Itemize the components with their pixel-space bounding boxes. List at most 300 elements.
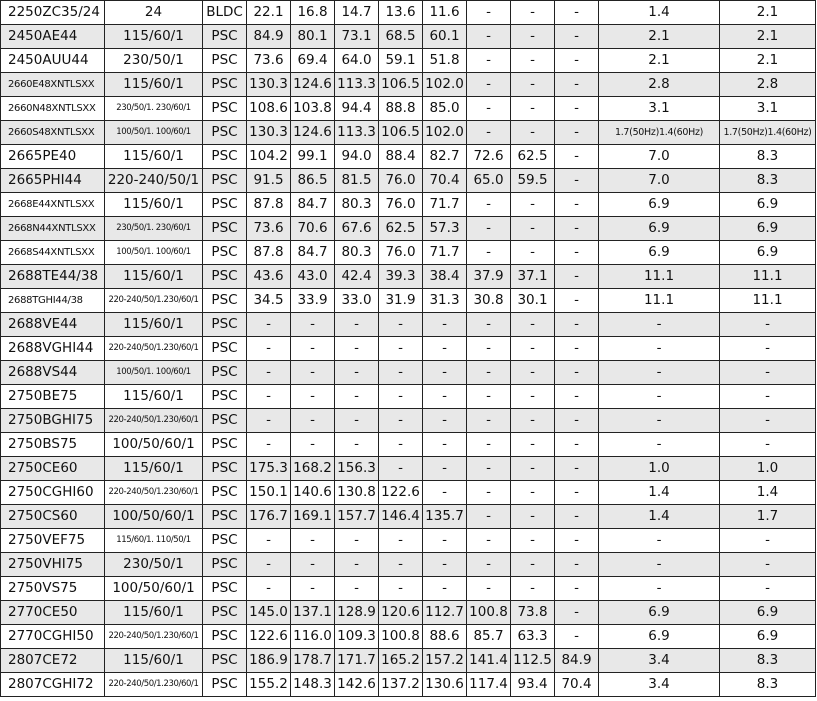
cell-val-2: 168.2: [291, 457, 335, 481]
cell-val-7: -: [511, 361, 555, 385]
cell-model: 2660E48XNTLSXX: [1, 73, 105, 97]
cell-model: 2750CE60: [1, 457, 105, 481]
table-row: [1, 1, 816, 25]
cell-val-6: -: [467, 385, 511, 409]
cell-voltage: 115/60/1: [105, 25, 203, 49]
table-row: [1, 49, 816, 73]
table-row: [1, 577, 816, 601]
cell-val-6: -: [467, 313, 511, 337]
cell-val-10: 6.9: [720, 625, 816, 649]
cell-val-3: -: [335, 385, 379, 409]
cell-val-1: 155.2: [247, 673, 291, 697]
cell-val-1: 43.6: [247, 265, 291, 289]
cell-val-1: -: [247, 385, 291, 409]
cell-val-10: -: [720, 577, 816, 601]
cell-val-9: 1.7(50Hz)1.4(60Hz): [599, 121, 720, 145]
cell-voltage: 220-240/50/1: [105, 169, 203, 193]
cell-val-6: -: [467, 481, 511, 505]
table-row: [1, 601, 816, 625]
cell-motor-type: PSC: [203, 553, 247, 577]
cell-val-5: -: [423, 433, 467, 457]
cell-val-6: 37.9: [467, 265, 511, 289]
cell-model: 2807CGHI72: [1, 673, 105, 697]
cell-val-3: -: [335, 553, 379, 577]
cell-val-8: -: [555, 337, 599, 361]
cell-val-10: 8.3: [720, 673, 816, 697]
cell-val-4: 106.5: [379, 73, 423, 97]
cell-val-1: -: [247, 553, 291, 577]
cell-motor-type: PSC: [203, 217, 247, 241]
cell-motor-type: PSC: [203, 505, 247, 529]
cell-val-5: 60.1: [423, 25, 467, 49]
cell-val-5: -: [423, 529, 467, 553]
cell-val-1: -: [247, 577, 291, 601]
cell-val-8: -: [555, 25, 599, 49]
cell-val-5: -: [423, 337, 467, 361]
cell-model: 2665PHI44: [1, 169, 105, 193]
cell-val-4: -: [379, 385, 423, 409]
cell-val-5: 130.6: [423, 673, 467, 697]
cell-motor-type: PSC: [203, 265, 247, 289]
cell-val-2: 137.1: [291, 601, 335, 625]
cell-val-2: 84.7: [291, 193, 335, 217]
cell-voltage: 115/60/1: [105, 313, 203, 337]
cell-val-9: -: [599, 433, 720, 457]
cell-model: 2750CS60: [1, 505, 105, 529]
cell-val-7: -: [511, 25, 555, 49]
cell-motor-type: PSC: [203, 481, 247, 505]
cell-val-8: 84.9: [555, 649, 599, 673]
cell-val-9: 7.0: [599, 145, 720, 169]
cell-val-3: 109.3: [335, 625, 379, 649]
cell-val-10: 2.1: [720, 49, 816, 73]
cell-val-9: -: [599, 409, 720, 433]
cell-val-7: -: [511, 73, 555, 97]
cell-val-6: 72.6: [467, 145, 511, 169]
cell-val-8: -: [555, 49, 599, 73]
cell-val-6: -: [467, 49, 511, 73]
cell-val-4: 68.5: [379, 25, 423, 49]
cell-motor-type: PSC: [203, 337, 247, 361]
cell-val-6: -: [467, 577, 511, 601]
table-row: [1, 289, 816, 313]
cell-val-9: 6.9: [599, 241, 720, 265]
cell-val-5: -: [423, 385, 467, 409]
cell-val-3: -: [335, 529, 379, 553]
cell-val-7: 93.4: [511, 673, 555, 697]
cell-motor-type: PSC: [203, 457, 247, 481]
cell-val-1: -: [247, 433, 291, 457]
cell-val-6: -: [467, 73, 511, 97]
cell-val-9: 3.4: [599, 673, 720, 697]
cell-voltage: 100/50/1. 100/60/1: [105, 121, 203, 145]
cell-val-1: 91.5: [247, 169, 291, 193]
table-row: [1, 409, 816, 433]
cell-model: 2668E44XNTLSXX: [1, 193, 105, 217]
cell-model: 2750BS75: [1, 433, 105, 457]
cell-val-2: -: [291, 577, 335, 601]
cell-val-2: -: [291, 553, 335, 577]
cell-motor-type: BLDC: [203, 1, 247, 25]
cell-voltage: 100/50/1. 100/60/1: [105, 361, 203, 385]
cell-voltage: 115/60/1: [105, 145, 203, 169]
cell-val-2: -: [291, 433, 335, 457]
cell-val-2: 103.8: [291, 97, 335, 121]
cell-val-8: -: [555, 577, 599, 601]
cell-val-1: 108.6: [247, 97, 291, 121]
cell-val-9: -: [599, 337, 720, 361]
cell-val-3: 113.3: [335, 121, 379, 145]
cell-motor-type: PSC: [203, 169, 247, 193]
cell-val-3: -: [335, 409, 379, 433]
cell-val-9: -: [599, 361, 720, 385]
cell-val-5: 82.7: [423, 145, 467, 169]
cell-model: 2770CGHI50: [1, 625, 105, 649]
cell-val-7: 30.1: [511, 289, 555, 313]
cell-val-4: 137.2: [379, 673, 423, 697]
cell-model: 2688TE44/38: [1, 265, 105, 289]
cell-val-9: -: [599, 385, 720, 409]
cell-val-4: 13.6: [379, 1, 423, 25]
cell-motor-type: PSC: [203, 577, 247, 601]
cell-model: 2750BGHI75: [1, 409, 105, 433]
cell-val-1: 145.0: [247, 601, 291, 625]
cell-model: 2688VS44: [1, 361, 105, 385]
cell-val-6: -: [467, 121, 511, 145]
cell-motor-type: PSC: [203, 385, 247, 409]
cell-motor-type: PSC: [203, 625, 247, 649]
cell-val-5: -: [423, 481, 467, 505]
cell-val-6: -: [467, 25, 511, 49]
cell-val-4: 88.8: [379, 97, 423, 121]
table-row: [1, 361, 816, 385]
cell-val-8: -: [555, 217, 599, 241]
cell-val-7: -: [511, 217, 555, 241]
cell-val-9: 6.9: [599, 601, 720, 625]
cell-val-7: 112.5: [511, 649, 555, 673]
cell-val-8: 70.4: [555, 673, 599, 697]
cell-val-6: -: [467, 553, 511, 577]
cell-val-3: 80.3: [335, 193, 379, 217]
cell-val-1: 130.3: [247, 73, 291, 97]
cell-val-10: 8.3: [720, 169, 816, 193]
cell-val-7: -: [511, 313, 555, 337]
cell-val-10: 1.0: [720, 457, 816, 481]
cell-val-1: 22.1: [247, 1, 291, 25]
cell-val-7: -: [511, 193, 555, 217]
cell-val-8: -: [555, 313, 599, 337]
cell-val-8: -: [555, 169, 599, 193]
cell-voltage: 115/60/1: [105, 385, 203, 409]
cell-val-6: 117.4: [467, 673, 511, 697]
cell-val-9: 1.4: [599, 1, 720, 25]
cell-val-4: -: [379, 529, 423, 553]
cell-val-10: -: [720, 433, 816, 457]
cell-val-8: -: [555, 433, 599, 457]
cell-val-1: -: [247, 529, 291, 553]
cell-val-10: 11.1: [720, 289, 816, 313]
cell-val-3: 80.3: [335, 241, 379, 265]
cell-motor-type: PSC: [203, 97, 247, 121]
cell-motor-type: PSC: [203, 409, 247, 433]
cell-motor-type: PSC: [203, 145, 247, 169]
cell-val-7: -: [511, 481, 555, 505]
cell-val-10: -: [720, 529, 816, 553]
cell-val-8: -: [555, 241, 599, 265]
cell-model: 2750VS75: [1, 577, 105, 601]
cell-val-8: -: [555, 145, 599, 169]
cell-val-6: 30.8: [467, 289, 511, 313]
cell-val-2: -: [291, 529, 335, 553]
cell-motor-type: PSC: [203, 433, 247, 457]
cell-val-2: 140.6: [291, 481, 335, 505]
cell-val-8: -: [555, 625, 599, 649]
cell-val-5: 31.3: [423, 289, 467, 313]
table-row: [1, 313, 816, 337]
cell-val-3: 94.4: [335, 97, 379, 121]
cell-model: 2660N48XNTLSXX: [1, 97, 105, 121]
cell-model: 2668N44XNTLSXX: [1, 217, 105, 241]
cell-val-6: -: [467, 433, 511, 457]
cell-voltage: 115/60/1: [105, 601, 203, 625]
cell-motor-type: PSC: [203, 49, 247, 73]
cell-val-5: 57.3: [423, 217, 467, 241]
cell-val-9: 6.9: [599, 625, 720, 649]
cell-val-8: -: [555, 529, 599, 553]
cell-val-9: 6.9: [599, 217, 720, 241]
cell-val-2: 124.6: [291, 73, 335, 97]
cell-val-4: -: [379, 409, 423, 433]
cell-val-4: 88.4: [379, 145, 423, 169]
cell-val-6: -: [467, 97, 511, 121]
cell-val-5: -: [423, 457, 467, 481]
table-row: [1, 169, 816, 193]
cell-val-9: -: [599, 313, 720, 337]
cell-val-3: -: [335, 361, 379, 385]
cell-val-10: 6.9: [720, 193, 816, 217]
cell-val-4: 39.3: [379, 265, 423, 289]
cell-val-5: 85.0: [423, 97, 467, 121]
cell-val-7: -: [511, 385, 555, 409]
cell-val-4: -: [379, 337, 423, 361]
cell-val-2: 80.1: [291, 25, 335, 49]
cell-val-4: 76.0: [379, 193, 423, 217]
cell-val-10: 6.9: [720, 217, 816, 241]
cell-val-5: 70.4: [423, 169, 467, 193]
cell-val-2: 169.1: [291, 505, 335, 529]
cell-val-2: 116.0: [291, 625, 335, 649]
cell-val-4: 100.8: [379, 625, 423, 649]
cell-val-2: 99.1: [291, 145, 335, 169]
cell-val-4: 120.6: [379, 601, 423, 625]
cell-val-3: 67.6: [335, 217, 379, 241]
cell-voltage: 230/50/1. 230/60/1: [105, 217, 203, 241]
cell-val-10: -: [720, 409, 816, 433]
cell-val-1: 84.9: [247, 25, 291, 49]
cell-val-10: 1.7(50Hz)1.4(60Hz): [720, 121, 816, 145]
table-row: [1, 73, 816, 97]
table-row: [1, 97, 816, 121]
cell-model: 2750VEF75: [1, 529, 105, 553]
cell-voltage: 100/50/60/1: [105, 505, 203, 529]
cell-voltage: 230/50/1: [105, 49, 203, 73]
cell-voltage: 115/60/1: [105, 73, 203, 97]
cell-val-1: -: [247, 361, 291, 385]
cell-val-3: -: [335, 577, 379, 601]
cell-val-5: -: [423, 553, 467, 577]
cell-voltage: 230/50/1: [105, 553, 203, 577]
table-row: [1, 553, 816, 577]
cell-val-8: -: [555, 601, 599, 625]
table-row: [1, 529, 816, 553]
cell-val-3: 64.0: [335, 49, 379, 73]
cell-val-4: -: [379, 553, 423, 577]
cell-val-3: 156.3: [335, 457, 379, 481]
cell-val-9: -: [599, 553, 720, 577]
cell-val-4: 62.5: [379, 217, 423, 241]
cell-val-2: -: [291, 409, 335, 433]
cell-voltage: 100/50/1. 100/60/1: [105, 241, 203, 265]
cell-val-9: 6.9: [599, 193, 720, 217]
cell-val-3: 33.0: [335, 289, 379, 313]
cell-val-7: 73.8: [511, 601, 555, 625]
cell-val-1: 87.8: [247, 241, 291, 265]
cell-motor-type: PSC: [203, 289, 247, 313]
cell-val-1: 87.8: [247, 193, 291, 217]
cell-val-6: -: [467, 241, 511, 265]
cell-val-9: 7.0: [599, 169, 720, 193]
cell-voltage: 115/60/1: [105, 193, 203, 217]
cell-val-4: -: [379, 313, 423, 337]
cell-model: 2750VHI75: [1, 553, 105, 577]
cell-val-7: -: [511, 1, 555, 25]
cell-val-8: -: [555, 385, 599, 409]
cell-motor-type: PSC: [203, 649, 247, 673]
cell-val-7: 63.3: [511, 625, 555, 649]
cell-val-10: -: [720, 313, 816, 337]
cell-val-10: 1.7: [720, 505, 816, 529]
cell-val-9: 1.4: [599, 505, 720, 529]
cell-val-3: -: [335, 337, 379, 361]
cell-val-6: 100.8: [467, 601, 511, 625]
cell-val-10: 6.9: [720, 601, 816, 625]
cell-motor-type: PSC: [203, 25, 247, 49]
cell-motor-type: PSC: [203, 529, 247, 553]
cell-val-2: 148.3: [291, 673, 335, 697]
cell-val-4: 59.1: [379, 49, 423, 73]
cell-val-7: -: [511, 553, 555, 577]
cell-val-3: 171.7: [335, 649, 379, 673]
cell-model: 2688VGHI44: [1, 337, 105, 361]
table-row: [1, 145, 816, 169]
cell-voltage: 24: [105, 1, 203, 25]
cell-val-5: 51.8: [423, 49, 467, 73]
cell-val-4: 31.9: [379, 289, 423, 313]
cell-val-6: -: [467, 217, 511, 241]
cell-val-3: 42.4: [335, 265, 379, 289]
cell-val-10: 3.1: [720, 97, 816, 121]
cell-val-2: -: [291, 385, 335, 409]
cell-val-6: -: [467, 529, 511, 553]
cell-motor-type: PSC: [203, 241, 247, 265]
cell-motor-type: PSC: [203, 121, 247, 145]
cell-val-3: 113.3: [335, 73, 379, 97]
cell-val-6: -: [467, 505, 511, 529]
cell-voltage: 220-240/50/1.230/60/1: [105, 673, 203, 697]
cell-val-4: 146.4: [379, 505, 423, 529]
cell-val-6: -: [467, 1, 511, 25]
cell-val-10: -: [720, 385, 816, 409]
cell-val-5: 11.6: [423, 1, 467, 25]
cell-val-3: 142.6: [335, 673, 379, 697]
cell-val-8: -: [555, 193, 599, 217]
cell-val-2: 84.7: [291, 241, 335, 265]
table-row: [1, 265, 816, 289]
cell-val-5: -: [423, 409, 467, 433]
cell-val-10: 1.4: [720, 481, 816, 505]
cell-val-6: -: [467, 337, 511, 361]
table-body: [1, 1, 816, 697]
cell-val-8: -: [555, 505, 599, 529]
cell-motor-type: PSC: [203, 313, 247, 337]
cell-val-7: -: [511, 337, 555, 361]
cell-val-8: -: [555, 409, 599, 433]
cell-val-1: 122.6: [247, 625, 291, 649]
cell-val-9: 3.1: [599, 97, 720, 121]
cell-val-5: 102.0: [423, 73, 467, 97]
cell-val-3: -: [335, 313, 379, 337]
cell-val-5: 112.7: [423, 601, 467, 625]
cell-val-6: 85.7: [467, 625, 511, 649]
cell-val-6: -: [467, 193, 511, 217]
cell-val-1: -: [247, 337, 291, 361]
cell-val-2: -: [291, 313, 335, 337]
cell-model: 2770CE50: [1, 601, 105, 625]
cell-val-3: 81.5: [335, 169, 379, 193]
cell-val-9: 2.1: [599, 25, 720, 49]
cell-val-1: 175.3: [247, 457, 291, 481]
cell-val-3: -: [335, 433, 379, 457]
cell-val-9: 1.0: [599, 457, 720, 481]
cell-voltage: 230/50/1. 230/60/1: [105, 97, 203, 121]
cell-val-1: 73.6: [247, 217, 291, 241]
cell-val-1: 186.9: [247, 649, 291, 673]
cell-val-4: 76.0: [379, 169, 423, 193]
cell-voltage: 115/60/1. 110/50/1: [105, 529, 203, 553]
cell-val-5: 71.7: [423, 241, 467, 265]
cell-val-8: -: [555, 361, 599, 385]
table-row: [1, 481, 816, 505]
cell-motor-type: PSC: [203, 601, 247, 625]
cell-val-1: 73.6: [247, 49, 291, 73]
table-row: [1, 241, 816, 265]
cell-val-4: -: [379, 361, 423, 385]
cell-val-10: 2.1: [720, 25, 816, 49]
cell-val-5: -: [423, 313, 467, 337]
cell-val-5: -: [423, 577, 467, 601]
table-row: [1, 433, 816, 457]
cell-val-10: -: [720, 361, 816, 385]
cell-val-1: -: [247, 313, 291, 337]
cell-val-8: -: [555, 97, 599, 121]
cell-val-4: 76.0: [379, 241, 423, 265]
cell-val-3: 130.8: [335, 481, 379, 505]
table-row: [1, 337, 816, 361]
cell-val-10: -: [720, 337, 816, 361]
cell-val-1: 150.1: [247, 481, 291, 505]
cell-val-10: -: [720, 553, 816, 577]
table-row: [1, 649, 816, 673]
